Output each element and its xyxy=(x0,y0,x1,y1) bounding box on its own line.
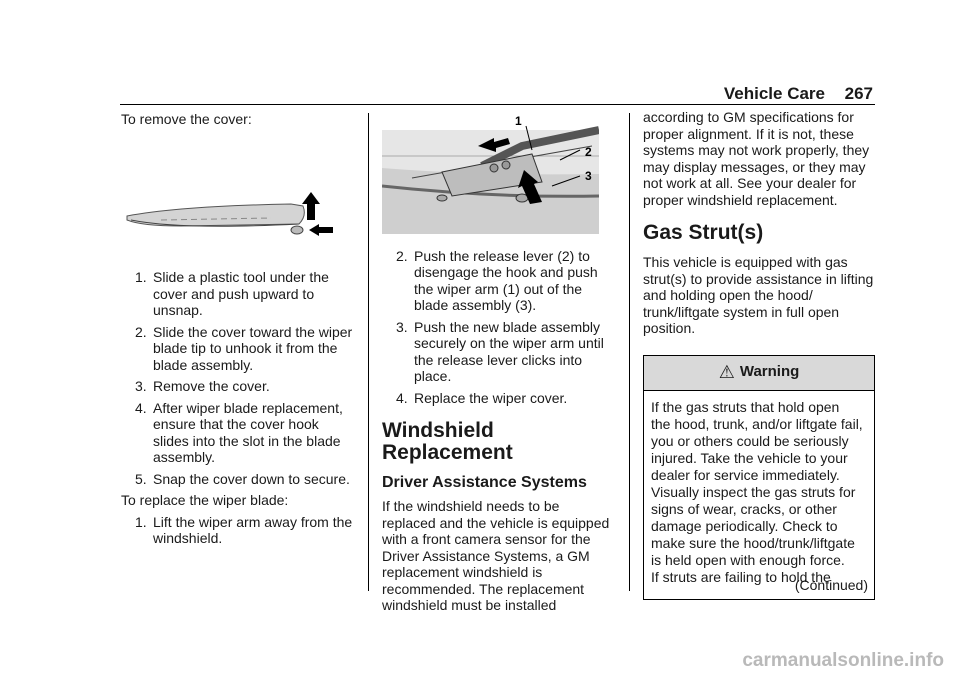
list-item: 1. Slide a plastic tool under the cover and push upward to unsnap. xyxy=(135,269,329,318)
column-divider xyxy=(368,113,369,591)
warning-line: signs of wear, cracks, or other xyxy=(651,500,837,517)
list-item: 3. Remove the cover. xyxy=(135,378,270,394)
column-2 xyxy=(382,116,617,614)
column-3 xyxy=(643,109,875,600)
watermark: carmanualsonline.info xyxy=(742,650,944,671)
page-number: 267 xyxy=(844,84,873,103)
warning-line: is held open with enough force. xyxy=(651,551,845,568)
warning-line: If the gas struts that hold open xyxy=(651,398,840,415)
figure-label-3: 3 xyxy=(585,169,592,183)
gas-strut-text: This vehicle is equipped with gas strut(s) to provide assistance in lifting and holding open the hood/ trunk/liftgate system in full open position. xyxy=(643,254,874,336)
figure-label-2: 2 xyxy=(585,145,592,159)
warning-header xyxy=(644,356,874,391)
windshield-replacement-heading: Windshield Replacement xyxy=(382,419,513,464)
list-item: 5. Snap the cover down to secure. xyxy=(135,470,350,487)
warning-line: you or others could be seriously xyxy=(651,432,849,449)
list-item: 2. Push the release lever (2) to disengage the hook and push the wiper arm (1) out of the blade assembly (3). xyxy=(396,247,598,313)
list-item: 2. Slide the cover toward the wiper blade tip to unhook it from the blade assembly. xyxy=(135,323,353,373)
warning-line: If struts are failing to hold the xyxy=(651,568,831,585)
figure-label-1: 1 xyxy=(515,116,522,128)
remove-cover-intro: To remove the cover: xyxy=(121,111,252,127)
continued-label: (Continued) xyxy=(794,577,868,593)
warning-box xyxy=(643,355,875,600)
warning-line: injured. Take the vehicle to your xyxy=(651,449,848,466)
driver-assistance-text: If the windshield needs to be replaced and the vehicle is equipped with a front camera sensor for the Driver Assistance Systems, a GM replacement windshield is recommended. The replacement windshield must be installed xyxy=(382,498,610,613)
windshield-continued-text: according to GM specifications for proper alignment. If it is not, these systems may not work properly, they may display messages, or they may not work at all. See your dealer for proper windshield replacement. xyxy=(643,109,870,208)
warning-icon: ⚠ xyxy=(718,362,735,383)
warning-body xyxy=(644,391,874,586)
replace-blade-intro: To replace the wiper blade: xyxy=(121,492,289,508)
column-1 xyxy=(121,111,353,552)
list-item: 4. Replace the wiper cover. xyxy=(396,389,568,406)
list-item: 4. After wiper blade replacement, ensure that the cover hook slides into the slot in the blade assembly. xyxy=(135,399,343,465)
warning-line: damage periodically. Check to xyxy=(651,517,838,534)
warning-title: Warning xyxy=(739,363,800,381)
list-item: 1. Lift the wiper arm away from the windshield. xyxy=(135,513,353,546)
warning-line: dealer for service immediately. xyxy=(651,466,840,483)
warning-line: Visually inspect the gas struts for xyxy=(651,483,856,500)
gas-strut-heading: Gas Strut(s) xyxy=(643,221,764,244)
section-title: Vehicle Care xyxy=(723,84,825,103)
driver-assistance-subheading: Driver Assistance Systems xyxy=(382,474,587,491)
wiper-arm-illustration xyxy=(382,116,599,234)
column-divider xyxy=(629,113,630,591)
warning-line: make sure the hood/trunk/liftgate xyxy=(651,534,855,551)
warning-line: the hood, trunk, and/or liftgate fail, xyxy=(651,415,863,432)
page-header xyxy=(120,84,875,105)
wiper-cover-illustration xyxy=(121,146,353,256)
list-item: 3. Push the new blade assembly securely on the wiper arm until the release lever clicks into place. xyxy=(396,318,604,384)
